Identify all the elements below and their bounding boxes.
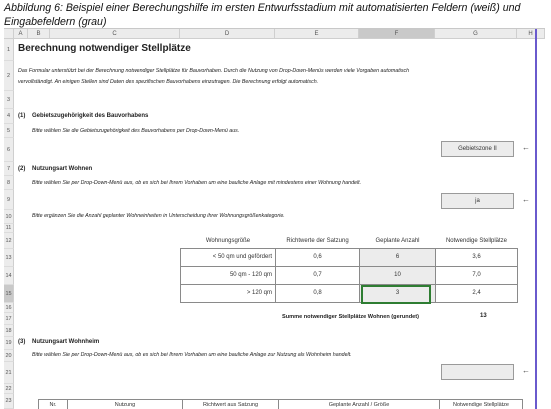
residential-dropdown[interactable]: ja <box>441 193 514 209</box>
row-header-1[interactable]: 1 <box>4 39 14 61</box>
section1-hint: Bitte wählen Sie die Gebietszugehörigkeit des Bauvorhabens per Drop-Down-Menü aus. <box>32 128 239 134</box>
form-title: Berechnung notwendiger Stellplätze <box>18 43 191 54</box>
row-header-9[interactable]: 9 <box>4 190 14 210</box>
calc-header-row <box>181 234 518 248</box>
planned-count-input[interactable]: 6 <box>360 248 436 266</box>
row-header-16[interactable]: 16 <box>4 303 14 313</box>
table-row <box>181 284 518 302</box>
sum-value: 13 <box>480 313 487 319</box>
row-header-15[interactable]: 15 <box>4 285 14 303</box>
intro-text-line1: Das Formular unterstützt bei der Berechnung notwendiger Stellplätze für Bauvorhaben. Durch die Nutzung von Drop-Down-Menüs werden viele Vorgaben automatisch <box>18 68 409 74</box>
dormitory-dropdown[interactable] <box>441 364 514 380</box>
header-required-spaces-bottom: Notwendige Stellplätze <box>440 400 523 409</box>
section2-number: (2) <box>18 166 25 172</box>
planned-count-input[interactable]: 10 <box>360 266 436 284</box>
section3-heading: Nutzungsart Wohnheim <box>32 339 99 345</box>
arrow-left-icon: ← <box>522 143 530 152</box>
column-header-h[interactable]: H <box>517 29 545 39</box>
unit-size-cell: > 120 qm <box>181 284 276 302</box>
header-rate: Richtwerte der Satzung <box>276 234 360 248</box>
row-header-8[interactable]: 8 <box>4 176 14 190</box>
column-header-c[interactable]: C <box>50 29 180 39</box>
row-header-10[interactable]: 10 <box>4 210 14 224</box>
rate-cell: 0,7 <box>276 266 360 284</box>
section2-heading: Nutzungsart Wohnen <box>32 166 92 172</box>
sum-label: Summe notwendiger Stellplätze Wohnen (gerundet) <box>282 314 419 320</box>
row-header-20[interactable]: 20 <box>4 350 14 362</box>
column-header-a[interactable]: A <box>14 29 28 39</box>
row-header-14[interactable]: 14 <box>4 267 14 285</box>
row-header-13[interactable]: 13 <box>4 249 14 267</box>
section3-hint: Bitte wählen Sie per Drop-Down-Menü aus, ob es sich bei Ihrem Vorhaben um eine bauliche Anlage zur Nutzung als Wohnheim handelt. <box>32 352 352 358</box>
row-header-22[interactable]: 22 <box>4 384 14 394</box>
figure-caption: Abbildung 6: Beispiel einer Berechungshilfe im ersten Entwurfsstadium mit automatisierten Feldern (weiß) und Eingabefeldern (grau) <box>4 1 544 29</box>
intro-text-line2: vervollständigt. An einigen Stellen sind Daten des spezifischen Bauvorhabens einzutragen. Die Berechnung erfolgt automatisch. <box>18 79 318 85</box>
unit-size-cell: 50 qm - 120 qm <box>181 266 276 284</box>
column-header-b[interactable]: B <box>28 29 50 39</box>
selected-cell-f15[interactable] <box>361 285 431 304</box>
rate-cell: 0,6 <box>276 248 360 266</box>
row-header-6[interactable]: 6 <box>4 138 14 162</box>
table-row <box>181 266 518 284</box>
residential-calc-table <box>180 234 518 303</box>
row-header-7[interactable]: 7 <box>4 162 14 176</box>
print-area-border <box>535 29 537 409</box>
area-zone-dropdown[interactable]: Gebietszone II <box>441 141 514 157</box>
arrow-left-icon: ← <box>522 366 530 375</box>
section1-number: (1) <box>18 113 25 119</box>
row-header-4[interactable]: 4 <box>4 109 14 124</box>
header-usage: Nutzung <box>68 400 183 409</box>
row-header-12[interactable]: 12 <box>4 233 14 249</box>
row-header-17[interactable]: 17 <box>4 313 14 325</box>
table-row <box>181 248 518 266</box>
header-planned-size: Geplante Anzahl / Größe <box>279 400 440 409</box>
header-guideline-value: Richtwert aus Satzung <box>183 400 279 409</box>
row-header-19[interactable]: 19 <box>4 337 14 350</box>
header-required-spaces: Notwendige Stellplätze <box>436 234 518 248</box>
section3-number: (3) <box>18 339 25 345</box>
header-nr: Nr. <box>39 400 68 409</box>
header-planned-count: Geplante Anzahl <box>360 234 436 248</box>
column-header-g[interactable]: G <box>435 29 517 39</box>
required-spaces-cell: 3,6 <box>436 248 518 266</box>
row-header-5[interactable]: 5 <box>4 124 14 138</box>
row-header-3[interactable]: 3 <box>4 91 14 109</box>
unit-size-cell: < 50 qm und gefördert <box>181 248 276 266</box>
arrow-left-icon: ← <box>522 195 530 204</box>
planned-count-input[interactable]: 3 <box>360 284 436 302</box>
row-header-2[interactable]: 2 <box>4 61 14 91</box>
row-header-11[interactable]: 11 <box>4 224 14 233</box>
column-header-f[interactable]: F <box>359 29 435 39</box>
row-header-21[interactable]: 21 <box>4 362 14 384</box>
spreadsheet <box>4 28 545 409</box>
header-unit-size: Wohnungsgröße <box>181 234 276 248</box>
required-spaces-cell: 7,0 <box>436 266 518 284</box>
section2-hint: Bitte wählen Sie per Drop-Down-Menü aus, ob es sich bei Ihrem Vorhaben um eine bauliche Anlage mit mindestens einer Wohnung handelt. <box>32 180 361 186</box>
row-header-23[interactable]: 23 <box>4 394 14 409</box>
section1-heading: Gebietszugehörigkeit des Bauvorhabens <box>32 113 148 119</box>
rate-cell: 0,8 <box>276 284 360 302</box>
row-header-18[interactable]: 18 <box>4 325 14 337</box>
required-spaces-cell: 2,4 <box>436 284 518 302</box>
column-header-e[interactable]: E <box>275 29 359 39</box>
column-header-d[interactable]: D <box>180 29 275 39</box>
select-all-corner[interactable] <box>4 29 14 39</box>
section2-hint2: Bitte ergänzen Sie die Anzahl geplanter Wohneinheiten in Unterscheidung ihrer Wohnungsgrößenkategorie. <box>32 213 285 219</box>
